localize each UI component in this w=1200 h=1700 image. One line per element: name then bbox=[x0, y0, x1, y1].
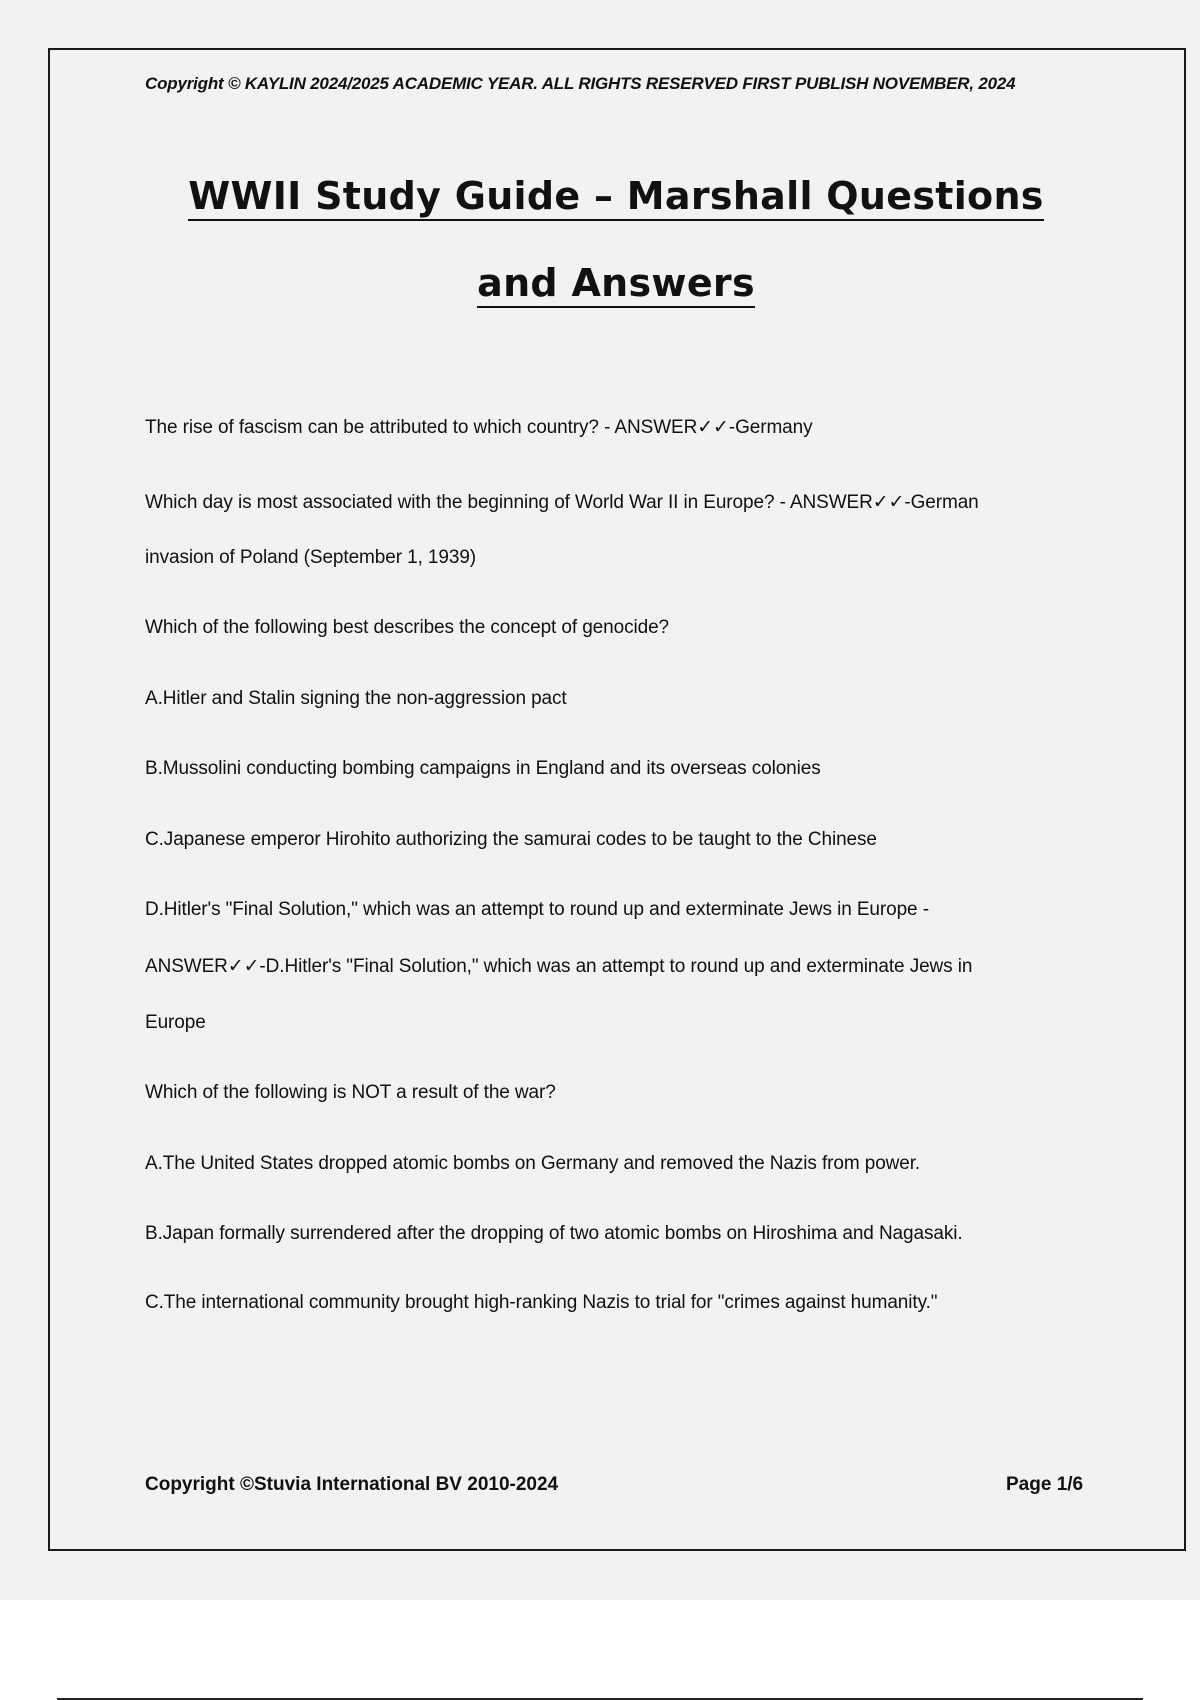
footer-copyright: Copyright ©Stuvia International BV 2010-2024 bbox=[145, 1474, 559, 1495]
question-1-line: The rise of fascism can be attributed to which country? - ANSWER✓✓-Germany bbox=[145, 417, 813, 438]
option-c2-line: C.The international community brought high-ranking Nazis to trial for "crimes against humanity." bbox=[145, 1292, 938, 1313]
answer-line-1: ANSWER✓✓-D.Hitler's "Final Solution," which was an attempt to round up and exterminate Jews in bbox=[145, 956, 973, 977]
document-title-line-2: and Answers bbox=[100, 261, 1132, 305]
question-4-line: Which of the following is NOT a result of the war? bbox=[145, 1082, 556, 1103]
question-2-line-1: Which day is most associated with the beginning of World War II in Europe? - ANSWER✓✓-German bbox=[145, 492, 979, 513]
option-b2-line: B.Japan formally surrendered after the dropping of two atomic bombs on Hiroshima and Nagasaki. bbox=[145, 1223, 963, 1244]
option-a-line: A.Hitler and Stalin signing the non-aggression pact bbox=[145, 688, 567, 709]
option-a2-line: A.The United States dropped atomic bombs on Germany and removed the Nazis from power. bbox=[145, 1153, 921, 1174]
option-b-line: B.Mussolini conducting bombing campaigns in England and its overseas colonies bbox=[145, 758, 821, 779]
page-number: Page 1/6 bbox=[1006, 1474, 1084, 1495]
option-d-line-1: D.Hitler's "Final Solution," which was an attempt to round up and exterminate Jews in Europe - bbox=[145, 899, 929, 920]
answer-line-2: Europe bbox=[145, 1012, 206, 1033]
document-title-line-1: WWII Study Guide – Marshall Questions bbox=[100, 174, 1132, 218]
question-3-line: Which of the following best describes the concept of genocide? bbox=[145, 617, 670, 638]
question-2-line-2: invasion of Poland (September 1, 1939) bbox=[145, 547, 477, 568]
header-copyright: Copyright © KAYLIN 2024/2025 ACADEMIC YEAR. ALL RIGHTS RESERVED FIRST PUBLISH NOVEMBER, 2024 bbox=[145, 74, 1016, 93]
option-c-line: C.Japanese emperor Hirohito authorizing the samurai codes to be taught to the Chinese bbox=[145, 829, 877, 850]
